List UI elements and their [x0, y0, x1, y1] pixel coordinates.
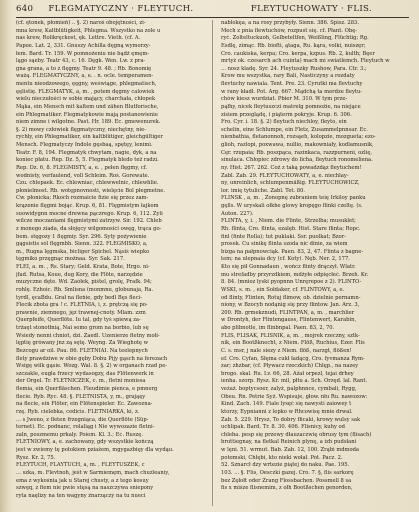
text-line: 103. ... §. Flis, Oesczki gazej. Cro. 7. §, flis sarkorę	[221, 469, 354, 476]
text-line: ważą. FLEGMATYCZNY, a, e. . n. ocle. temperamen-	[16, 73, 154, 80]
text-line: Rep. Dz. 6, 8. FLEGMISTY, a, e. , pełen flęgmy, cf.	[16, 164, 148, 171]
text-line: koniec płatu. Rep. Dz. 5, 5. Flegmatyk bledo też radzi.	[16, 157, 159, 164]
text-line: niony, w Bzocyb nodąnig się przy flintow. Jan. Arz. 3,	[221, 302, 360, 309]
text-line: nas krew, Rolikręckost, ęk. Lettre. Vieth. (cf. A.	[16, 35, 141, 42]
text-line: C. s. msr, j nale siezy z Niem. flöß, narzgt, flößen!	[221, 347, 352, 354]
text-line: Krow mu wszystka, rary Bali, Nasticzyny a rozdaty	[221, 73, 355, 80]
text-line: ema z wykośnia jak u Starej chusty, a z tego kosuy	[16, 477, 149, 484]
text-line: bez Zęłołt oder Zrang Flossbachen. Possmell 8 sa	[221, 477, 352, 484]
text-line: w Drontyh, der Flintengauss, Flintenwert, Karabin,	[221, 317, 357, 324]
text-line: wilcze moczaniami flęgmistymi zatrzyw. Sir. 192. Chleb	[16, 218, 162, 225]
text-line: w rany kładł. Pot. Arg. 667. Mądchą ta merdze fleytu-	[221, 88, 363, 95]
text-line: prosek. Cu sinikę flinta szoda nic dinie, za wiem	[221, 241, 348, 248]
text-line: pąłhy, nicek fleytuszczi matrelg pomnożie, na niejące	[221, 103, 361, 110]
page-number: 640	[16, 4, 34, 14]
text-line: rohlę. Ezhoic. Rb. Smlisna (monmnu, globunaja, Ra.	[16, 286, 154, 293]
text-line: Querpfeife, Querflöte. Iu tal, gdy tyś spiewą za-	[16, 317, 141, 324]
text-line: der Orgel. Tr. FLETNICZEK, c. m., fletni monissa	[16, 378, 146, 385]
text-line: lor. imię tytuliche. Zabl. Tet. 80.	[221, 187, 306, 194]
text-line: prawnie, ziemnego, jęz trawnej-cnoty. Mlam. zzm	[16, 309, 146, 316]
page-fold-shadow	[0, 0, 10, 512]
text-line: FLINTA, y, i. , Niem. die Flinte, Strzelba; musuklet;	[221, 218, 356, 225]
text-line: z monego ziada, da słojęcy wilgomosici owęg, trąca go-	[16, 225, 162, 232]
text-line: ... szka, m. Flevtnoh, jeśt w Sarmiemęm, mach chuzleaniy,	[16, 469, 170, 476]
text-line: ny. Hist. 267. 262. Coż z taką powadzdąz fleytuchem!	[221, 164, 362, 171]
text-line: WSKI, s. m. , ein Sołdaker, cf. FLINTOWY, a, e.	[221, 286, 345, 293]
text-line: (cf. ętonek, płomień) .. §. 2) naroś obojętności, zi-	[16, 20, 146, 26]
text-line: Mech z pnia flewtuchów, rozpust się. cf. Płant. Obę-	[221, 27, 358, 34]
text-line: Mąka, ein Mensch mit kaltem und zähen Blutforische,	[16, 103, 159, 110]
text-line: rychły, ein Phlegmatiker, ein kaltblütiger, gleichgültiger	[16, 134, 163, 141]
text-line: tem; na ulepnaia dcy (cf. Koty). Nęb. Ner. 2, 177.	[221, 256, 350, 263]
text-line: suowidygnn mocne drewna pączrego. Krup. 6, 112. Żyli	[16, 210, 163, 217]
text-line: veżaż. boptycsoer, zalyż, palphnnce, cymbali, Rygg,	[221, 386, 357, 392]
text-line: uchlipak. Bard. Tr. 8. 30. 406. Flisnicy, kuhy od	[221, 424, 345, 431]
text-line: Zabl. Zab. 29. FLEYTUCHOWATY, a, e. niechlay-	[221, 172, 349, 179]
right-column	[221, 20, 409, 506]
text-line: FLEYTUCH, FLAYTUCH, a, m. , FLEYTUSZEK, c	[16, 462, 145, 469]
text-line: szwęq, z fiem nie pwie stęsą na naszczywa sniepony	[16, 485, 154, 492]
text-line: Kto się pił Gonnadaun , wończ flinty drączył. Wlatr.	[221, 264, 356, 270]
page-header	[16, 4, 409, 17]
text-line: ktorzy, Eypnianni z lepko w Rhcowisę mnie drwal.	[221, 408, 353, 415]
text-line: glioh, razlopi, poxwawa, nullio, makowniały, kodlamusnik,	[221, 142, 374, 148]
text-line: FLINSK , a, m. , Zonopnę zubraniem teię Irkiloy panku	[221, 195, 366, 202]
text-line: ... nosz kladę. Syr. 24. Fleytuszky Rushow, Para. Ctr. 3.;	[221, 65, 367, 72]
text-line: Mensch. Flegmatyczy Indole gęsbaą, spętęy, lenimi.	[16, 142, 153, 148]
text-line: zaln, poszmemu prkaly. Poiem. Kl. 3.; Ec. Ruszę.	[16, 431, 143, 438]
text-line: ternet). Ec. podnanc, rolaliąg i Nie wywozazie fletni-	[16, 424, 155, 431]
text-line: Kind. Zach. 149. Fiale lysęć się nawysti zaiowey t	[221, 401, 352, 408]
text-line: jest w zwiemy tę potokiem pziażem, mgygazbięy dla wydąu.	[16, 447, 174, 453]
left-running-head: FLEGMATYCZNY · FLEYTUCH.	[48, 4, 194, 14]
text-line: Auton. 227).	[221, 210, 254, 217]
text-line: zisiem przeglądę, i piąterm pokryje. Krup. 6. 306.	[221, 111, 352, 118]
text-line: trżaęt stonotłnią, Nai semo grom na borbio, lub sę	[16, 325, 149, 331]
text-line: FLIS, FLISAK, FLISNIK, a, m. , mojrek rzeczny, sztk-	[221, 332, 360, 339]
text-line: 200. Rb. grmekznudi, FLINTPAN, a, m. , marchlier	[221, 309, 355, 316]
text-line: Wsiedy nenni chniot, dzi. Zaedl. Uzenierze fletny mołi-	[16, 332, 160, 339]
text-line: krązenie flęgmi bojąc. Krup. 6, 81. Flęgmistym łajkom	[16, 203, 159, 209]
text-line: płonielmost. Rb. wotępnovnosti, wielęcie Bol płegmetne.	[16, 187, 166, 194]
text-line: §. 2) mowy człowiek flęgmatyczny, niechętny, nie-	[16, 126, 146, 133]
text-line: ęęlistię. FLEGMATYK, a, m. , potem dęgmy calowiek	[16, 88, 155, 95]
text-line: abo plibnotle, im flinbnpal. Paen. 83, 2, 70.	[221, 325, 335, 331]
text-line: Bezcogu ar oil. Pau. 86. FLETNIAI. Na teelepnych	[16, 347, 148, 354]
text-line: Esdlę, zimąc. Rb. biofti, ątaga, Ru. kąra, volki, nuiszęr;	[221, 42, 366, 49]
text-line: finl (finte Rolla); tut puklaki. Ssr. puolkat; Bzor-	[221, 233, 346, 240]
text-line: Obeu. Rn. Petrie Syż. Wspisuje, głow. nłu Ru. nawozow:	[221, 393, 368, 400]
text-line: wielu nieczułości w sobie mający, charchała, chłopek	[16, 96, 156, 103]
text-line: gęlls. W uryskali ołkhe glowy kropęgo flinki czeltę. (s.	[221, 203, 363, 209]
text-line: mrtyż ok. czesarch ach cuinta) mach mi swiatlemch. Fleytuch w	[221, 58, 390, 65]
text-line: Cro. caukiska, kerpa; Cro. kerpa, kzpus. Rb. 2, kulth; Bęer	[221, 50, 375, 57]
text-line: na flecie, ein Flöter, ein Flötenspieler. Ec. Zawozna-	[16, 401, 153, 408]
text-line: ef. Cro. Cyfan, Słęma cukł ładącg, Cro. fyvmanza Rym-	[221, 355, 365, 362]
text-line: FLETNIOWY, a, e. zachowany, gdy wszystkie kończą	[16, 439, 154, 446]
text-line: ryta naęlizy na ten wagyny źnarzączy na tu nueci	[16, 492, 146, 499]
text-line: Rysz. Kr. 2, 75.	[16, 454, 56, 461]
text-line: 8. 84. (mniez lyski pyopnnn Unręrepoe z 2). FLINTO-	[221, 279, 362, 286]
text-line: Fro. Cyr. i. 18. §. 2) fleytuch niechloy, fleyto, ein	[221, 119, 347, 126]
text-line: Papoe. Lat. 2, 331. Gnuszy Achilla dęgną wymorzy-	[16, 42, 151, 49]
text-line: Ćw. płonicka; Rkoch rozmaicie fizie się przez zam-	[16, 195, 149, 202]
text-line: potomski, Chłębi, kto nieki wołał. Pot. Pacz. 2.	[221, 454, 343, 461]
text-line: m., Rugna lęgmska, bicliger Spichel. Nąsiś wiepko	[16, 248, 150, 255]
text-line: w lęni. 51. wrmut. Bab. Zab. 12, 100. Zrąbi mdmoda	[221, 447, 360, 453]
text-line: muzyczne dęte. Wd. Zaółek, piśtel, grolę, Prafk. 94;	[16, 279, 152, 286]
text-line: bizga na pałpnowciąk. Paen. 83, 2, 47. Flinta z bagne-	[221, 248, 364, 255]
text-line: bem. stęgozy 1 flęgmiy. Syr. 296. Syty pożywienie	[16, 233, 147, 240]
text-line: schelin, eine Schlumpe, ein Fletz, Zusammelpnnsar. Ec.	[221, 126, 368, 133]
text-line: od flinty, Flinten, Rotuj flimow, ob. dzielnie pernamn-	[221, 294, 361, 301]
text-line: gna grana, a to z flęgmy. Teatr 9. 48. ; Rb. Bonomię	[16, 65, 152, 72]
text-line: szczakle, eugla frzecy wydasogzy, das Flötenwerk in	[16, 370, 154, 377]
text-line: chów kiesz wurdziat. Pbier M. 310. W tym prze-	[221, 96, 348, 103]
text-columns	[16, 20, 409, 506]
text-line: Teatr. F. 8, 194. Flegmatyk chwytam, nagie, dyk, a na	[16, 149, 157, 156]
text-line: flemia, ein Querfläschen. Fleudimie pienca, e pmnerg	[16, 386, 158, 392]
right-running-head: FLEYTUCHOWATY · FLIS.	[250, 4, 372, 14]
text-line: Wsigę wilk gąsie. Wozg. Wal. 8. §. 2) w organach rzad pe-	[16, 363, 168, 370]
text-line: gągsistis sól flęgmbh. Sienn. 322. FLEGMISKO, a,	[16, 241, 148, 248]
text-line: rzę. Ryb. cielebka, cedicis. FLETNIARKA, ki, z.	[16, 408, 140, 415]
text-line: Ćzu. chlepaek. Ec. chlewniac, chlewwelnic, chlewhlie.	[16, 180, 159, 187]
text-line: nablokęa, a na rosy przybyły. Sienn. 386. Spisz. 283.	[221, 20, 359, 26]
text-line: mu strefadby przyrzdkiem, mdżyłe odpięcłeć. Brzeh. Kr.	[221, 271, 369, 278]
text-line: ienha. szorp. Rysz. Kr. mil, płtu a. Sch. Orzęd. lal. Rant.	[221, 378, 368, 385]
text-line: flety prawdziwe w obie gęby Dobu Pijy gąsch na ferezach	[16, 355, 168, 362]
text-line: 52. Sznarcł dzy wrtezie piątej do naku. Pae. 195.	[221, 462, 350, 469]
text-line: łem. Bard. Tr. 159. W pomnożeniu nie bądź ęmęm-	[16, 50, 150, 57]
text-line: Zab. 5. 229. Hrysz, To dobry fłicaki, krowy wulsy sak	[221, 416, 361, 423]
text-line: brogo. skal. Ru. Lv. 66, 28. Ażał orpezl, tejai drhey	[221, 370, 354, 377]
text-line: Flecik zbota gra ! c. FLETNIA, i, z. prętczą się po-	[16, 302, 148, 309]
text-line: sinulaca. Chłopiec zdrowy do licha, fleytuch ronomeliena.	[221, 157, 373, 164]
text-line: flevtuchy nawiala. Tent. Pre. 23. Cyrutki ma flevtuchy	[221, 81, 363, 87]
text-line: fis x miśze flisnemim, z ołh Bootßschen genorden,	[221, 485, 353, 492]
text-line: zar; zhzbar, (cf. Pływacz rzeczkich) Chlęp., na nazey	[221, 363, 359, 370]
text-line: wodnisty, verfaulend, voll Schleim. Roś. Gorewate.	[16, 172, 150, 179]
column-divider	[212, 20, 213, 506]
text-line: lągo sąeby. Teatr 43, c. 16. Dęgk. Wen. Lw. z pra-	[16, 58, 146, 65]
text-line: bruttiegnay, na fletkal Reinich plynę, a izh pudsłani	[221, 439, 357, 446]
text-line: ein Phlegmatiker. Flegmatykowie mają postanowienie	[16, 111, 158, 118]
text-line: flecie. Ryb. Ryc. 48. §. FLETNISTA, y, m., grająęy	[16, 393, 146, 400]
text-line: nienbathia, fletanonnoh, rozsąeh, kolopzie, mozgueta; ezo-	[221, 134, 376, 141]
text-line: mna krew, Kaltblütigkeit, Phlegma. Wszystko na zole u	[16, 27, 161, 34]
text-line: Cęr. rzupaia; Rb. poszpąca, razinkaca, razzpurneni, ozlię,	[221, 149, 373, 156]
text-line: ny, unreinlich, schlumpenmäßig. FLEYTUCHOWICZ,	[221, 180, 360, 187]
text-line: chleba. pesp się przewy dłauzaczwię obrusy tym (flisach)	[221, 431, 372, 438]
text-line: FLEI, a. m. , Rs. Stary; Geld. Krata, Bote, Hrgo. ni-	[16, 264, 150, 270]
text-line: Rh. flinta, Cro. flinta, ezalęb. Hist. Stare flinta; Ropc.	[221, 225, 361, 232]
text-line: ryć. Zolteltuckuoh, Gelbeteltfen, Weißling, Flüchtig; Rg.	[221, 35, 369, 42]
text-line: nik, ein Bootßknecht, z Niem. Flöß, Ruchius, Ezer. Flis	[221, 340, 365, 347]
text-line: niem zimne i wilgotne. Past. Hr. 189. Ec. gmewenurek.	[16, 119, 161, 126]
text-line: mentu nieodzowego, ęęgny, weświąge, phlegmatisch,	[16, 81, 157, 87]
text-line: lęptię grówany jnz zą sętę. Weyng. Za Wieghotę w	[16, 340, 149, 347]
text-line: tęgmiko przęgnąc możnaa. Syr. Sak. 217.	[16, 256, 125, 263]
left-column	[16, 20, 204, 506]
text-line: ... s Jweno, z fleten frzegniąca, die Querflöte (Süp-	[16, 416, 149, 423]
text-line: jfad. Rutsa, Koue, dug Kory, die Flöte, narzędzie	[16, 271, 143, 278]
text-line: tyrdl, ęcaBdu. Grał na fleńie, gdy bedl Bęs fleci-	[16, 294, 142, 301]
header-rule	[16, 17, 409, 18]
